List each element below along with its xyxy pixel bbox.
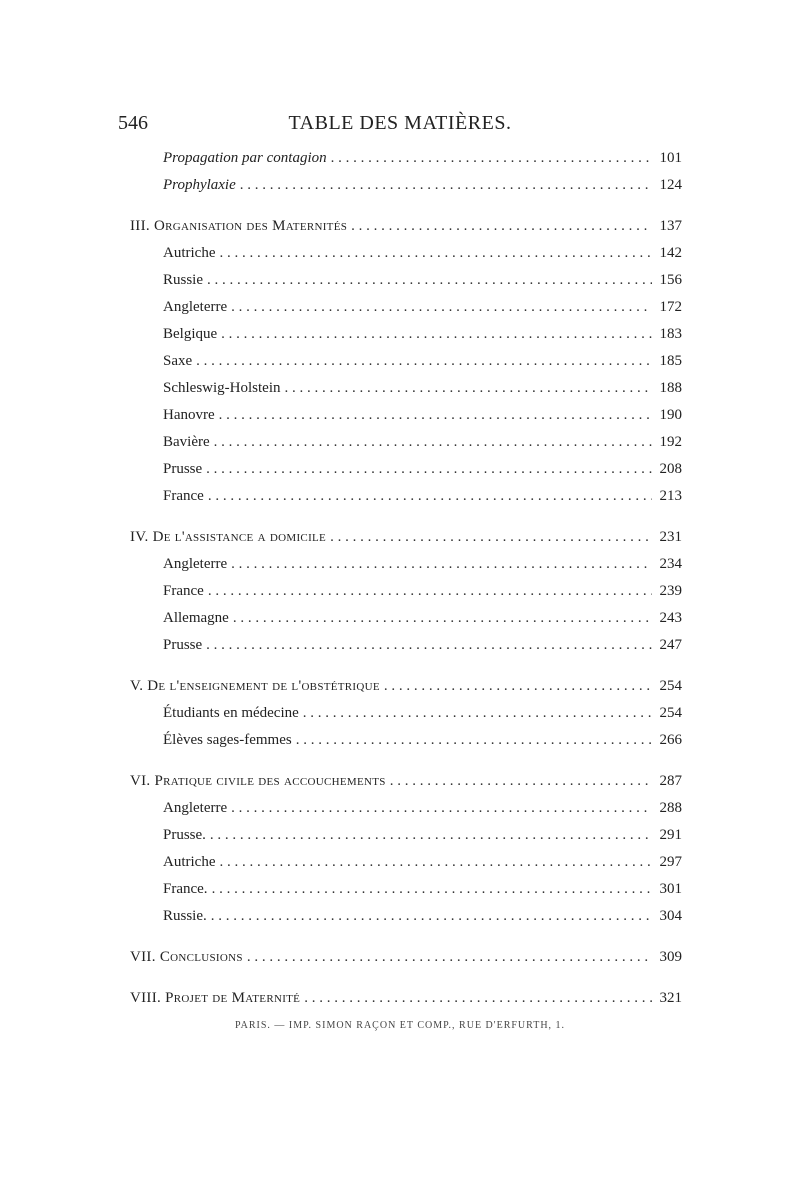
toc-entry [163,908,682,925]
toc-entry-label: Russie. [163,908,207,924]
dot-leader [384,678,652,695]
toc-entry [163,827,682,844]
running-title: TABLE DES MATIÈRES. [288,112,512,134]
toc-entry-page: 287 [659,773,682,789]
toc-entry [163,583,682,600]
toc-entry-label: Étudiants en médecine [163,705,299,721]
toc-entry-label: Propagation par contagion [163,150,327,166]
toc-entry [163,407,682,424]
toc-entry-label: Autriche [163,245,216,261]
dot-leader [247,949,652,966]
toc-entry-label: France [163,583,204,599]
dot-leader [303,705,652,722]
toc-entry-label: VIII. Projet de Maternité [130,990,301,1006]
dot-leader [219,407,652,424]
toc-entry [163,732,682,749]
toc-entry-page: 321 [659,990,682,1006]
toc-entry-page: 101 [659,150,682,166]
dot-leader [231,800,652,817]
toc-entry [163,705,682,722]
toc-entry [163,854,682,871]
toc-entry [130,678,682,695]
toc-entry-page: 185 [659,353,682,369]
toc-entry [163,556,682,573]
dot-leader [210,827,652,844]
toc-entry [130,990,682,1007]
toc-entry-page: 234 [659,556,682,572]
toc-entry [163,610,682,627]
toc-entry-label: Angleterre [163,556,228,572]
toc-entry-page: 231 [659,529,682,545]
toc-entry-label: France. [163,881,208,897]
dot-leader [231,556,652,573]
dot-leader [219,245,652,262]
toc-entry-page: 309 [659,949,682,965]
dot-leader [206,461,652,478]
toc-entry [163,380,682,397]
toc-entry-label: VI. Pratique civile des accouchements [130,773,386,789]
toc-entry [163,881,682,898]
dot-leader [351,218,652,235]
toc-entry-label: Prusse [163,637,203,653]
dot-leader [196,353,652,370]
toc-entry-page: 254 [659,705,682,721]
toc-entry [163,177,682,194]
toc-entry-page: 243 [659,610,682,626]
toc-entry [163,637,682,654]
toc-entry-page: 208 [659,461,682,477]
toc-entry [130,773,682,790]
dot-leader [206,637,652,654]
toc-entry [130,949,682,966]
toc-entry-page: 247 [659,637,682,653]
dot-leader [331,150,652,167]
toc-entry [130,529,682,546]
toc-entry [163,461,682,478]
toc-entry-page: 188 [659,380,682,396]
toc-entry-page: 124 [659,177,682,193]
toc-entry-page: 183 [659,326,682,342]
dot-leader [330,529,652,546]
dot-leader [211,908,652,925]
dot-leader [219,854,652,871]
toc-entry-label: III. Organisation des Maternités [130,218,348,234]
toc-entry-label: Élèves sages-femmes [163,732,292,748]
toc-entry-page: 137 [659,218,682,234]
toc-entry-page: 239 [659,583,682,599]
dot-leader [207,272,652,289]
toc-entry [163,299,682,316]
toc-entry-page: 254 [659,678,682,694]
toc-entry-page: 142 [659,245,682,261]
toc-entry-label: Angleterre [163,299,228,315]
toc-entry [163,800,682,817]
dot-leader [390,773,652,790]
dot-leader [285,380,653,397]
toc-entry-page: 266 [659,732,682,748]
toc-entry [163,326,682,343]
toc-entry-label: France [163,488,204,504]
toc-entry-label: VII. Conclusions [130,949,243,965]
dot-leader [212,881,652,898]
dot-leader [221,326,652,343]
toc-entry [163,150,682,167]
dot-leader [231,299,652,316]
toc-entry [163,353,682,370]
toc-entry-page: 172 [659,299,682,315]
dot-leader [208,488,652,505]
toc-entry [163,245,682,262]
dot-leader [304,990,652,1007]
toc-entry [130,218,682,235]
toc-entry-page: 156 [659,272,682,288]
toc-entry-label: Hanovre [163,407,215,423]
dot-leader [233,610,652,627]
toc-entry-label: Autriche [163,854,216,870]
toc-entry-page: 301 [659,881,682,897]
dot-leader [214,434,652,451]
dot-leader [240,177,652,194]
toc-entry-label: Prusse [163,461,203,477]
toc-entry-label: Saxe [163,353,193,369]
toc-entry-label: Angleterre [163,800,228,816]
toc-entry-page: 288 [659,800,682,816]
toc-entry-label: Russie [163,272,204,288]
toc-entry-label: V. De l'enseignement de l'obstétrique [130,678,380,694]
toc-entry-page: 190 [659,407,682,423]
dot-leader [296,732,652,749]
toc-entry-label: Bavière [163,434,210,450]
dot-leader [208,583,652,600]
toc-entry [163,272,682,289]
toc-entry-page: 297 [659,854,682,870]
toc-entry-page: 291 [659,827,682,843]
toc-entry [163,434,682,451]
page-number: 546 [118,112,148,134]
toc-entry-page: 213 [659,488,682,504]
toc-entry-label: Prophylaxie [163,177,236,193]
toc-entry-page: 304 [659,908,682,924]
toc-entry-label: Allemagne [163,610,229,626]
toc-entry-label: Belgique [163,326,218,342]
toc-entry-label: IV. De l'assistance a domicile [130,529,327,545]
toc-entry-page: 192 [659,434,682,450]
toc-entry [163,488,682,505]
printer-imprint: PARIS. — IMP. SIMON RAÇON ET COMP., RUE D'ERFURTH, 1. [234,1020,566,1031]
running-header [118,112,682,142]
toc-entry-label: Prusse. [163,827,206,843]
toc-entry-label: Schleswig-Holstein [163,380,281,396]
